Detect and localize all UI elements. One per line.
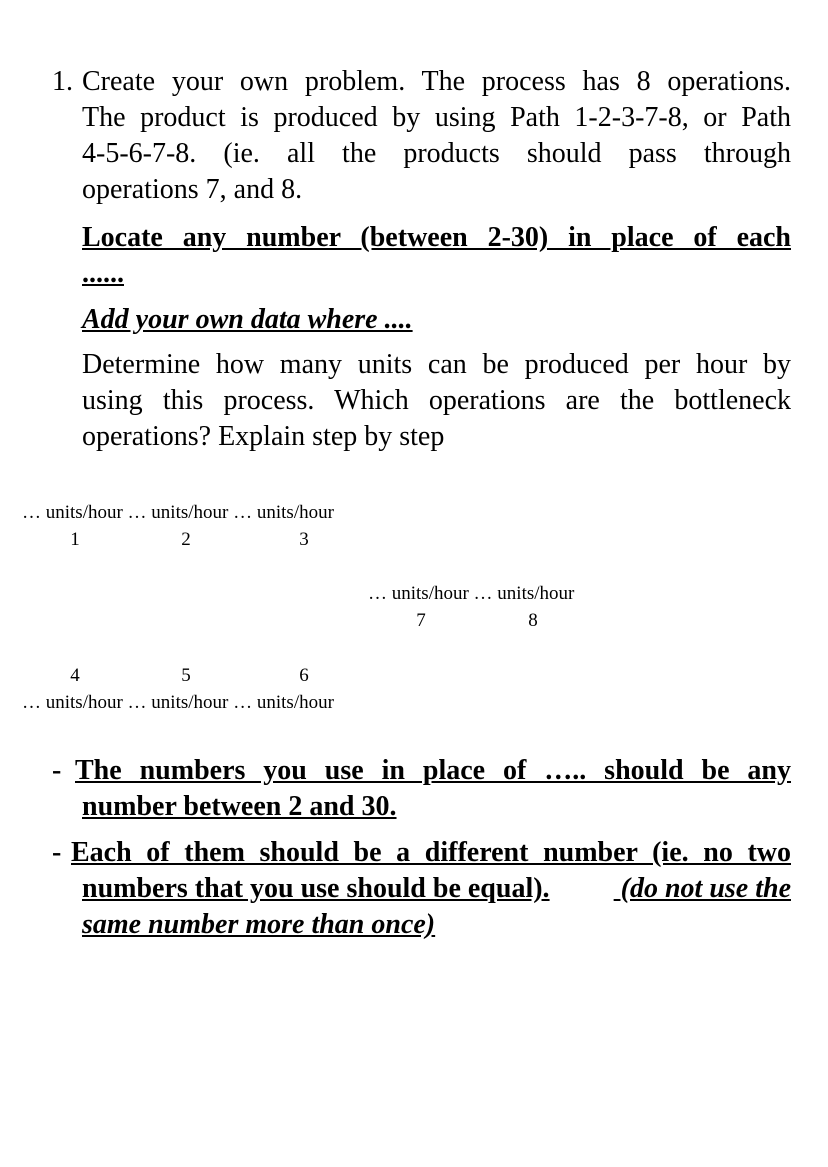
intro-line-4: operations 7, and 8. xyxy=(82,174,303,205)
note-2-cont xyxy=(82,871,791,943)
note-1-line-2: number between 2 and 30. xyxy=(82,791,397,822)
op-4-label: 4 xyxy=(70,665,80,686)
add-data-text: Add your own data where .... xyxy=(82,304,413,335)
intro-line-2: The product is produced by using Path 1-2-3-7-8, or Path xyxy=(82,102,791,133)
op-7-label: 7 xyxy=(416,610,426,631)
intro-line-3: 4-5-6-7-8. (ie. all the products should pass through xyxy=(82,138,791,169)
problem-intro xyxy=(82,64,791,208)
op-5-label: 5 xyxy=(181,665,191,686)
note-1-cont xyxy=(82,789,791,825)
op-3-label: 3 xyxy=(299,529,309,550)
note-2-bullet: - xyxy=(52,837,62,868)
determine-line-1: Determine how many units can be produced per hour by xyxy=(82,349,791,380)
shared-path-rates: … units/hour … units/hour xyxy=(368,583,575,604)
op-1-label: 1 xyxy=(70,529,80,550)
locate-line-1: Locate any number (between 2-30) in place of each xyxy=(82,222,791,253)
add-data-instruction xyxy=(82,302,791,338)
top-path-rates: … units/hour … units/hour … units/hour xyxy=(22,502,334,523)
determine-line-2: using this process. Which operations are the bottleneck xyxy=(82,385,791,416)
determine-question xyxy=(82,347,791,455)
note-1-bullet: - xyxy=(52,755,62,786)
op-6-label: 6 xyxy=(299,665,309,686)
problem-number: 1. xyxy=(52,66,73,97)
note-1 xyxy=(75,753,791,789)
locate-instruction xyxy=(82,220,791,292)
intro-line-1: Create your own problem. The process has 8 operations. xyxy=(82,66,791,97)
determine-line-3: operations? Explain step by step xyxy=(82,421,445,452)
note-2-line-1: Each of them should be a different number (ie. no two xyxy=(71,837,791,868)
bottom-path-rates: … units/hour … units/hour … units/hour xyxy=(22,692,334,713)
note-2-line-2 xyxy=(82,871,791,907)
note-2 xyxy=(71,835,791,871)
op-2-label: 2 xyxy=(181,529,191,550)
note-2-line-3: same number more than once) xyxy=(82,909,436,940)
note-1-line-1: The numbers you use in place of ….. should be any xyxy=(75,755,791,786)
note-2-line-2-bold: numbers that you use should be equal). xyxy=(82,873,550,904)
note-2-line-2-italic: (do not use the xyxy=(613,873,791,904)
locate-line-2: ...... xyxy=(82,258,124,289)
op-8-label: 8 xyxy=(528,610,538,631)
